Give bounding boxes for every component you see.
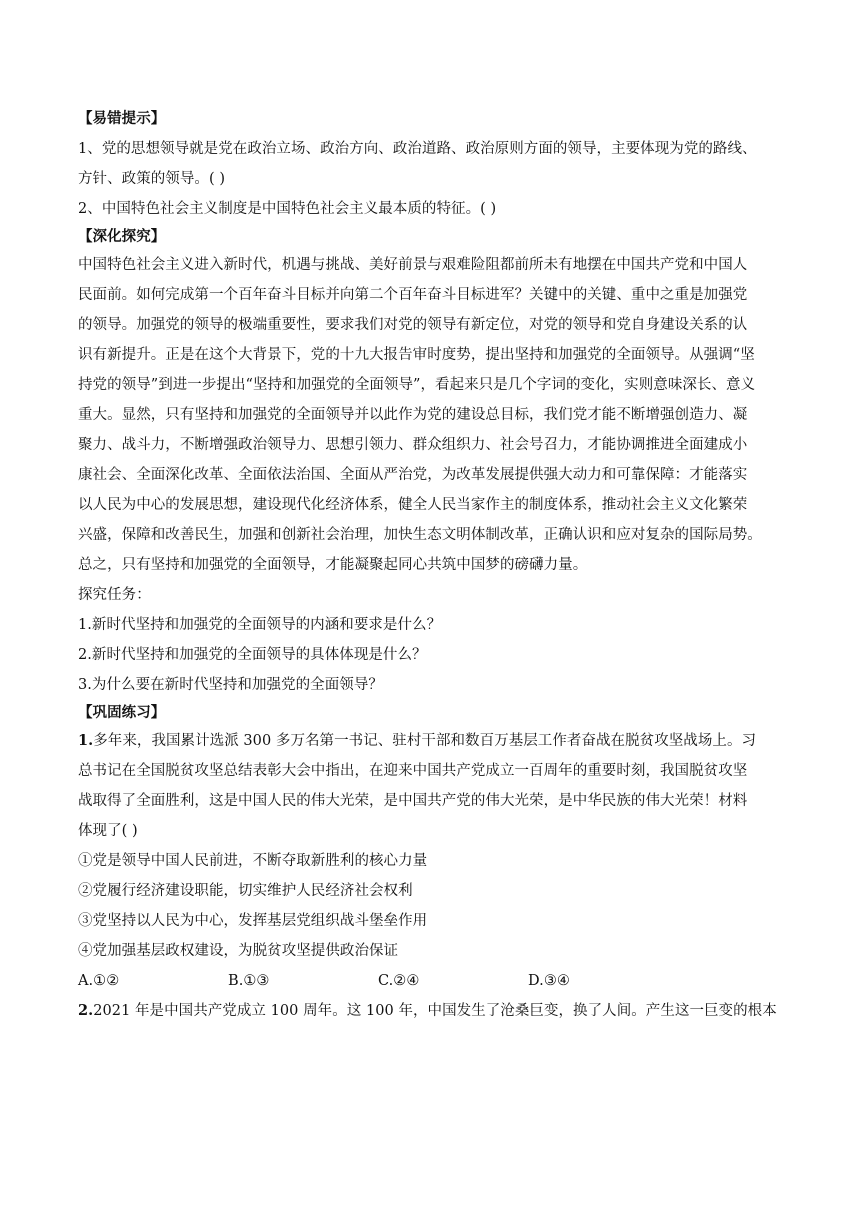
question-1-line-4: 体现了( ) bbox=[78, 823, 138, 839]
deep-line: 持党的领导”到进一步提出“坚持和加强党的全面领导”，看起来只是几个字词的变化，实则意味深长、意义 bbox=[78, 377, 756, 393]
practice-heading: 【巩固练习】 bbox=[78, 704, 166, 721]
error-item-1-line-2: 方针、政策的领导。( ) bbox=[78, 171, 226, 187]
deep-line: 总之，只有坚持和加强党的全面领导，才能凝聚起同心共筑中国梦的磅礴力量。 bbox=[78, 557, 588, 573]
question-1-line-3: 战取得了全面胜利，这是中国人民的伟大光荣，是中国共产党的伟大光荣，是中华民族的伟大光荣！材料 bbox=[78, 793, 748, 809]
deep-paragraph bbox=[78, 250, 786, 580]
option-c: C.②④ bbox=[378, 973, 420, 989]
errors-heading: 【易错提示】 bbox=[78, 110, 166, 127]
question-2-line-1: 2021 年是中国共产党成立 100 周年。这 100 年，中国发生了沧桑巨变，换了人间。产生这一巨变的根本 bbox=[93, 1003, 777, 1019]
document-page bbox=[78, 104, 786, 1026]
answer-options bbox=[78, 966, 786, 996]
option-b: B.①③ bbox=[228, 973, 270, 989]
question-1-line-1: 多年来，我国累计选派 300 多万名第一书记、驻村干部和数百万基层工作者奋战在脱贫攻坚战场上。习 bbox=[93, 733, 757, 749]
question-1 bbox=[78, 726, 786, 996]
deep-line: 兴盛，保障和改善民生，加强和创新社会治理，加快生态文明体制改革，正确认识和应对复杂的国际局势。 bbox=[78, 527, 762, 543]
deep-line: 重大。显然，只有坚持和加强党的全面领导并以此作为党的建设总目标，我们党才能不断增强创造力、凝 bbox=[78, 407, 748, 423]
deep-line: 民面前。如何完成第一个百年奋斗目标并向第二个百年奋斗目标进军？关键中的关键、重中之重是加强党 bbox=[78, 287, 748, 303]
task-item-1: 1.新时代坚持和加强党的全面领导的内涵和要求是什么？ bbox=[78, 617, 442, 633]
option-a: A.①② bbox=[78, 973, 120, 989]
deep-line: 康社会、全面深化改革、全面依法治国、全面从严治党，为改革发展提供强大动力和可靠保障：才能落实 bbox=[78, 467, 748, 483]
deep-line: 以人民为中心的发展思想，建设现代化经济体系，健全人民当家作主的制度体系，推动社会主义文化繁荣 bbox=[78, 497, 748, 513]
statement-3: ③党坚持以人民为中心，发挥基层党组织战斗堡垒作用 bbox=[78, 913, 428, 929]
option-d: D.③④ bbox=[528, 973, 570, 989]
deep-line: 识有新提升。正是在这个大背景下，党的十九大报告审时度势，提出坚持和加强党的全面领导。从强调“坚 bbox=[78, 347, 755, 363]
statement-2: ②党履行经济建设职能，切实维护人民经济社会权利 bbox=[78, 883, 413, 899]
deep-line: 中国特色社会主义进入新时代，机遇与挑战、美好前景与艰难险阻都前所未有地摆在中国共产党和中国人 bbox=[78, 257, 748, 273]
question-1-line-2: 总书记在全国脱贫攻坚总结表彰大会中指出，在迎来中国共产党成立一百周年的重要时刻，我国脱贫攻坚 bbox=[78, 763, 748, 779]
task-item-2: 2.新时代坚持和加强党的全面领导的具体体现是什么？ bbox=[78, 647, 427, 663]
tasks-label: 探究任务： bbox=[78, 587, 151, 603]
task-item-3: 3.为什么要在新时代坚持和加强党的全面领导？ bbox=[78, 677, 383, 693]
deep-heading: 【深化探究】 bbox=[78, 228, 166, 245]
statement-1: ①党是领导中国人民前进，不断夺取新胜利的核心力量 bbox=[78, 853, 428, 869]
question-2 bbox=[78, 996, 786, 1026]
deep-line: 聚力、战斗力，不断增强政治领导力、思想引领力、群众组织力、社会号召力，才能协调推进全面建成小 bbox=[78, 437, 748, 453]
error-item-2: 2、中国特色社会主义制度是中国特色社会主义最本质的特征。( ) bbox=[78, 201, 497, 217]
question-1-number: 1. bbox=[78, 732, 94, 749]
error-item-1-line-1: 1、党的思想领导就是党在政治立场、政治方向、政治道路、政治原则方面的领导，主要体现为党的路线、 bbox=[78, 141, 757, 157]
statement-4: ④党加强基层政权建设，为脱贫攻坚提供政治保证 bbox=[78, 943, 399, 959]
deep-line: 的领导。加强党的领导的极端重要性，要求我们对党的领导有新定位，对党的领导和党自身建设关系的认 bbox=[78, 317, 748, 333]
question-2-number: 2. bbox=[78, 1002, 94, 1019]
